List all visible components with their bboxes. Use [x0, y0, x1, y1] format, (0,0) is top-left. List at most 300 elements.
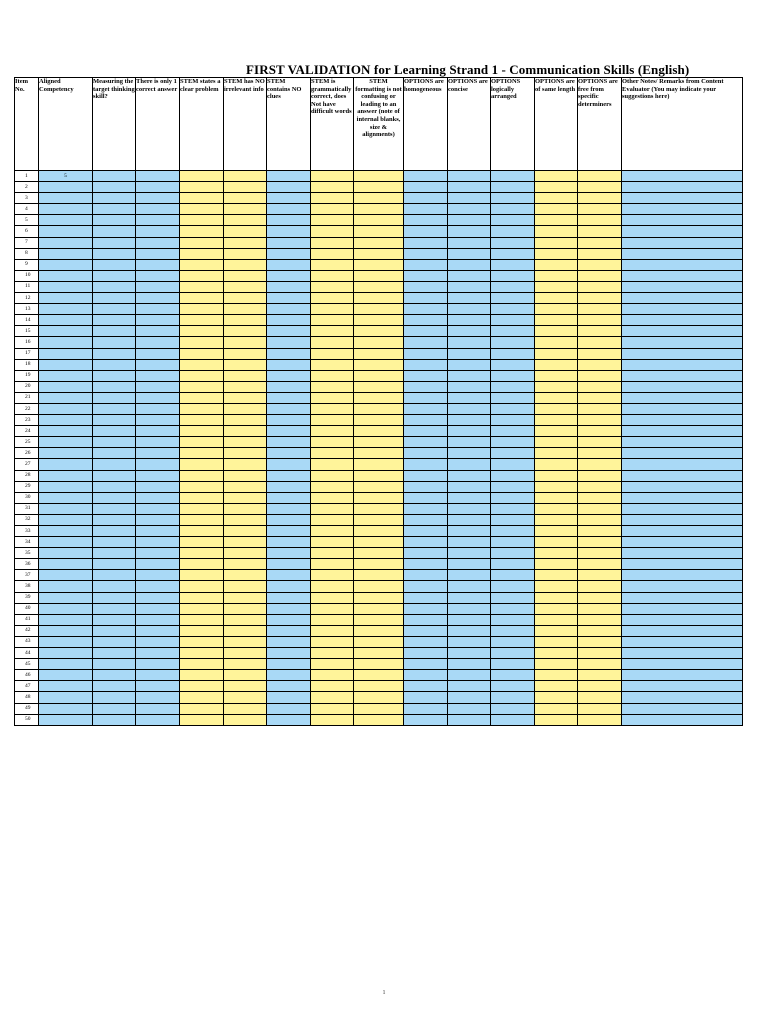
input-cell[interactable]: [354, 670, 404, 681]
input-cell[interactable]: [535, 359, 578, 370]
input-cell[interactable]: [448, 204, 491, 215]
input-cell[interactable]: [224, 337, 267, 348]
input-cell[interactable]: [93, 326, 136, 337]
input-cell[interactable]: [224, 603, 267, 614]
input-cell[interactable]: [354, 259, 404, 270]
input-cell[interactable]: [491, 537, 535, 548]
input-cell[interactable]: [180, 681, 224, 692]
input-cell[interactable]: [311, 592, 354, 603]
input-cell[interactable]: [311, 326, 354, 337]
input-cell[interactable]: [180, 348, 224, 359]
input-cell[interactable]: [311, 670, 354, 681]
input-cell[interactable]: [622, 392, 743, 403]
input-cell[interactable]: [311, 437, 354, 448]
input-cell[interactable]: [311, 315, 354, 326]
input-cell[interactable]: [224, 481, 267, 492]
input-cell[interactable]: [136, 215, 180, 226]
input-cell[interactable]: [311, 370, 354, 381]
input-cell[interactable]: [622, 648, 743, 659]
input-cell[interactable]: [39, 514, 93, 525]
input-cell[interactable]: [93, 293, 136, 304]
input-cell[interactable]: [267, 171, 311, 182]
input-cell[interactable]: [535, 270, 578, 281]
input-cell[interactable]: [180, 259, 224, 270]
input-cell[interactable]: [93, 581, 136, 592]
input-cell[interactable]: [448, 559, 491, 570]
input-cell[interactable]: [39, 681, 93, 692]
input-cell[interactable]: [491, 348, 535, 359]
input-cell[interactable]: [136, 437, 180, 448]
input-cell[interactable]: [404, 415, 448, 426]
input-cell[interactable]: [267, 481, 311, 492]
input-cell[interactable]: [578, 459, 622, 470]
input-cell[interactable]: [404, 215, 448, 226]
input-cell[interactable]: [224, 326, 267, 337]
input-cell[interactable]: [535, 559, 578, 570]
input-cell[interactable]: [404, 714, 448, 725]
input-cell[interactable]: [622, 415, 743, 426]
input-cell[interactable]: [404, 193, 448, 204]
input-cell[interactable]: [93, 182, 136, 193]
input-cell[interactable]: [39, 437, 93, 448]
input-cell[interactable]: [93, 426, 136, 437]
input-cell[interactable]: [622, 503, 743, 514]
input-cell[interactable]: [448, 415, 491, 426]
input-cell[interactable]: [404, 171, 448, 182]
input-cell[interactable]: [535, 603, 578, 614]
input-cell[interactable]: [578, 703, 622, 714]
input-cell[interactable]: [354, 636, 404, 647]
input-cell[interactable]: [224, 392, 267, 403]
input-cell[interactable]: [311, 470, 354, 481]
input-cell[interactable]: [404, 703, 448, 714]
input-cell[interactable]: [267, 281, 311, 292]
input-cell[interactable]: [136, 514, 180, 525]
input-cell[interactable]: [448, 359, 491, 370]
input-cell[interactable]: [136, 326, 180, 337]
input-cell[interactable]: [224, 670, 267, 681]
input-cell[interactable]: [136, 548, 180, 559]
input-cell[interactable]: [448, 237, 491, 248]
input-cell[interactable]: [267, 681, 311, 692]
input-cell[interactable]: [448, 570, 491, 581]
input-cell[interactable]: [311, 448, 354, 459]
input-cell[interactable]: [404, 381, 448, 392]
input-cell[interactable]: [39, 226, 93, 237]
input-cell[interactable]: [267, 459, 311, 470]
input-cell[interactable]: [491, 426, 535, 437]
input-cell[interactable]: [39, 492, 93, 503]
input-cell[interactable]: [622, 437, 743, 448]
input-cell[interactable]: [448, 426, 491, 437]
input-cell[interactable]: [267, 603, 311, 614]
input-cell[interactable]: [354, 392, 404, 403]
input-cell[interactable]: [491, 392, 535, 403]
input-cell[interactable]: [448, 537, 491, 548]
input-cell[interactable]: [404, 503, 448, 514]
input-cell[interactable]: [404, 204, 448, 215]
input-cell[interactable]: [448, 448, 491, 459]
input-cell[interactable]: [491, 193, 535, 204]
input-cell[interactable]: [354, 559, 404, 570]
input-cell[interactable]: [136, 171, 180, 182]
input-cell[interactable]: [39, 403, 93, 414]
input-cell[interactable]: [136, 204, 180, 215]
input-cell[interactable]: [311, 514, 354, 525]
input-cell[interactable]: [311, 270, 354, 281]
input-cell[interactable]: [180, 659, 224, 670]
input-cell[interactable]: [224, 248, 267, 259]
input-cell[interactable]: [311, 581, 354, 592]
input-cell[interactable]: [578, 259, 622, 270]
input-cell[interactable]: [224, 459, 267, 470]
input-cell[interactable]: [267, 348, 311, 359]
input-cell[interactable]: [535, 326, 578, 337]
input-cell[interactable]: [267, 448, 311, 459]
input-cell[interactable]: [136, 370, 180, 381]
input-cell[interactable]: [136, 293, 180, 304]
input-cell[interactable]: [491, 548, 535, 559]
input-cell[interactable]: [180, 226, 224, 237]
input-cell[interactable]: [578, 315, 622, 326]
input-cell[interactable]: [578, 237, 622, 248]
input-cell[interactable]: [354, 481, 404, 492]
input-cell[interactable]: [535, 281, 578, 292]
input-cell[interactable]: [180, 481, 224, 492]
input-cell[interactable]: [622, 248, 743, 259]
input-cell[interactable]: [448, 459, 491, 470]
input-cell[interactable]: [491, 448, 535, 459]
input-cell[interactable]: [535, 459, 578, 470]
input-cell[interactable]: [93, 570, 136, 581]
input-cell[interactable]: [180, 359, 224, 370]
input-cell[interactable]: [180, 648, 224, 659]
input-cell[interactable]: [622, 592, 743, 603]
input-cell[interactable]: [578, 692, 622, 703]
input-cell[interactable]: [535, 448, 578, 459]
input-cell[interactable]: [267, 503, 311, 514]
input-cell[interactable]: [311, 348, 354, 359]
input-cell[interactable]: [535, 348, 578, 359]
input-cell[interactable]: [491, 337, 535, 348]
input-cell[interactable]: [354, 415, 404, 426]
input-cell[interactable]: [404, 293, 448, 304]
input-cell[interactable]: [354, 326, 404, 337]
input-cell[interactable]: [267, 692, 311, 703]
input-cell[interactable]: [93, 670, 136, 681]
input-cell[interactable]: [491, 204, 535, 215]
input-cell[interactable]: [622, 270, 743, 281]
input-cell[interactable]: [267, 326, 311, 337]
input-cell[interactable]: [448, 403, 491, 414]
input-cell[interactable]: [93, 193, 136, 204]
input-cell[interactable]: [39, 459, 93, 470]
input-cell[interactable]: [622, 381, 743, 392]
input-cell[interactable]: [578, 392, 622, 403]
input-cell[interactable]: [448, 614, 491, 625]
input-cell[interactable]: [180, 281, 224, 292]
input-cell[interactable]: [93, 259, 136, 270]
input-cell[interactable]: [354, 659, 404, 670]
input-cell[interactable]: [39, 692, 93, 703]
input-cell[interactable]: [448, 703, 491, 714]
input-cell[interactable]: [136, 692, 180, 703]
input-cell[interactable]: [267, 659, 311, 670]
input-cell[interactable]: [491, 359, 535, 370]
input-cell[interactable]: [180, 459, 224, 470]
input-cell[interactable]: [224, 281, 267, 292]
input-cell[interactable]: [622, 681, 743, 692]
input-cell[interactable]: [93, 692, 136, 703]
input-cell[interactable]: [535, 204, 578, 215]
input-cell[interactable]: [622, 448, 743, 459]
input-cell[interactable]: [39, 237, 93, 248]
input-cell[interactable]: [224, 636, 267, 647]
input-cell[interactable]: [448, 270, 491, 281]
input-cell[interactable]: [39, 259, 93, 270]
input-cell[interactable]: [578, 337, 622, 348]
input-cell[interactable]: [622, 570, 743, 581]
input-cell[interactable]: [136, 659, 180, 670]
input-cell[interactable]: [622, 537, 743, 548]
input-cell[interactable]: [622, 304, 743, 315]
input-cell[interactable]: [622, 259, 743, 270]
input-cell[interactable]: [267, 648, 311, 659]
input-cell[interactable]: [267, 370, 311, 381]
input-cell[interactable]: [267, 293, 311, 304]
input-cell[interactable]: [535, 226, 578, 237]
input-cell[interactable]: [39, 182, 93, 193]
input-cell[interactable]: [578, 481, 622, 492]
input-cell[interactable]: [267, 670, 311, 681]
input-cell[interactable]: [448, 226, 491, 237]
input-cell[interactable]: [491, 215, 535, 226]
input-cell[interactable]: [535, 259, 578, 270]
input-cell[interactable]: [267, 714, 311, 725]
input-cell[interactable]: [448, 603, 491, 614]
input-cell[interactable]: [180, 248, 224, 259]
input-cell[interactable]: [491, 437, 535, 448]
input-cell[interactable]: [311, 648, 354, 659]
input-cell[interactable]: [578, 448, 622, 459]
input-cell[interactable]: [180, 526, 224, 537]
input-cell[interactable]: [136, 481, 180, 492]
input-cell[interactable]: [39, 625, 93, 636]
input-cell[interactable]: [404, 659, 448, 670]
input-cell[interactable]: [93, 625, 136, 636]
input-cell[interactable]: [578, 614, 622, 625]
input-cell[interactable]: [622, 714, 743, 725]
input-cell[interactable]: [39, 648, 93, 659]
input-cell[interactable]: [267, 415, 311, 426]
input-cell[interactable]: [535, 636, 578, 647]
input-cell[interactable]: [354, 426, 404, 437]
input-cell[interactable]: [491, 259, 535, 270]
input-cell[interactable]: [491, 270, 535, 281]
input-cell[interactable]: [180, 182, 224, 193]
input-cell[interactable]: [404, 315, 448, 326]
input-cell[interactable]: [578, 381, 622, 392]
input-cell[interactable]: [311, 304, 354, 315]
input-cell[interactable]: [535, 548, 578, 559]
input-cell[interactable]: [136, 259, 180, 270]
input-cell[interactable]: [354, 293, 404, 304]
input-cell[interactable]: [578, 470, 622, 481]
input-cell[interactable]: [224, 403, 267, 414]
input-cell[interactable]: [622, 293, 743, 304]
input-cell[interactable]: [311, 171, 354, 182]
input-cell[interactable]: [311, 337, 354, 348]
input-cell[interactable]: [404, 370, 448, 381]
input-cell[interactable]: [93, 171, 136, 182]
input-cell[interactable]: [39, 248, 93, 259]
input-cell[interactable]: [39, 670, 93, 681]
input-cell[interactable]: [93, 714, 136, 725]
input-cell[interactable]: [622, 470, 743, 481]
input-cell[interactable]: [578, 193, 622, 204]
input-cell[interactable]: [578, 514, 622, 525]
input-cell[interactable]: [224, 304, 267, 315]
input-cell[interactable]: [448, 248, 491, 259]
input-cell[interactable]: [404, 426, 448, 437]
input-cell[interactable]: [224, 581, 267, 592]
input-cell[interactable]: [93, 614, 136, 625]
input-cell[interactable]: [180, 492, 224, 503]
input-cell[interactable]: [491, 381, 535, 392]
input-cell[interactable]: [224, 293, 267, 304]
input-cell[interactable]: [622, 492, 743, 503]
input-cell[interactable]: [180, 270, 224, 281]
input-cell[interactable]: [622, 692, 743, 703]
input-cell[interactable]: [404, 670, 448, 681]
input-cell[interactable]: [136, 304, 180, 315]
input-cell[interactable]: [535, 182, 578, 193]
input-cell[interactable]: [404, 603, 448, 614]
input-cell[interactable]: [267, 237, 311, 248]
input-cell[interactable]: [491, 503, 535, 514]
input-cell[interactable]: [622, 548, 743, 559]
input-cell[interactable]: [267, 226, 311, 237]
input-cell[interactable]: [267, 581, 311, 592]
input-cell[interactable]: [93, 281, 136, 292]
input-cell[interactable]: [535, 503, 578, 514]
input-cell[interactable]: [136, 281, 180, 292]
input-cell[interactable]: [491, 248, 535, 259]
input-cell[interactable]: [354, 370, 404, 381]
input-cell[interactable]: [93, 681, 136, 692]
input-cell[interactable]: [93, 559, 136, 570]
input-cell[interactable]: [404, 270, 448, 281]
input-cell[interactable]: [180, 592, 224, 603]
input-cell[interactable]: [39, 359, 93, 370]
input-cell[interactable]: [535, 426, 578, 437]
input-cell[interactable]: [535, 392, 578, 403]
input-cell[interactable]: [311, 659, 354, 670]
input-cell[interactable]: [448, 337, 491, 348]
input-cell[interactable]: [622, 670, 743, 681]
input-cell[interactable]: [578, 415, 622, 426]
input-cell[interactable]: [180, 415, 224, 426]
input-cell[interactable]: [180, 337, 224, 348]
input-cell[interactable]: [311, 625, 354, 636]
input-cell[interactable]: [491, 293, 535, 304]
input-cell[interactable]: [404, 648, 448, 659]
input-cell[interactable]: [39, 281, 93, 292]
input-cell[interactable]: [267, 437, 311, 448]
input-cell[interactable]: [535, 703, 578, 714]
input-cell[interactable]: [491, 559, 535, 570]
input-cell[interactable]: [404, 459, 448, 470]
input-cell[interactable]: [404, 625, 448, 636]
input-cell[interactable]: [354, 204, 404, 215]
input-cell[interactable]: [622, 659, 743, 670]
input-cell[interactable]: [224, 537, 267, 548]
input-cell[interactable]: [136, 392, 180, 403]
input-cell[interactable]: [180, 370, 224, 381]
input-cell[interactable]: [535, 714, 578, 725]
input-cell[interactable]: [404, 437, 448, 448]
input-cell[interactable]: [311, 603, 354, 614]
input-cell[interactable]: [180, 381, 224, 392]
input-cell[interactable]: [224, 548, 267, 559]
input-cell[interactable]: [39, 537, 93, 548]
input-cell[interactable]: [491, 326, 535, 337]
input-cell[interactable]: [136, 248, 180, 259]
input-cell[interactable]: [404, 226, 448, 237]
input-cell[interactable]: [535, 659, 578, 670]
input-cell[interactable]: [535, 171, 578, 182]
input-cell[interactable]: [136, 648, 180, 659]
input-cell[interactable]: [311, 459, 354, 470]
input-cell[interactable]: [448, 348, 491, 359]
input-cell[interactable]: [180, 237, 224, 248]
input-cell[interactable]: [93, 526, 136, 537]
input-cell[interactable]: [535, 403, 578, 414]
input-cell[interactable]: [136, 193, 180, 204]
input-cell[interactable]: [93, 503, 136, 514]
input-cell[interactable]: [224, 215, 267, 226]
input-cell[interactable]: [448, 215, 491, 226]
input-cell[interactable]: [448, 581, 491, 592]
input-cell[interactable]: [535, 581, 578, 592]
input-cell[interactable]: [622, 559, 743, 570]
input-cell[interactable]: [224, 592, 267, 603]
input-cell[interactable]: [535, 381, 578, 392]
input-cell[interactable]: [311, 703, 354, 714]
input-cell[interactable]: [354, 193, 404, 204]
input-cell[interactable]: [535, 215, 578, 226]
input-cell[interactable]: [404, 636, 448, 647]
input-cell[interactable]: [404, 248, 448, 259]
input-cell[interactable]: [622, 337, 743, 348]
input-cell[interactable]: [535, 625, 578, 636]
input-cell[interactable]: [136, 470, 180, 481]
input-cell[interactable]: [224, 526, 267, 537]
input-cell[interactable]: [180, 437, 224, 448]
input-cell[interactable]: [354, 503, 404, 514]
input-cell[interactable]: [578, 492, 622, 503]
input-cell[interactable]: [39, 326, 93, 337]
input-cell[interactable]: [224, 614, 267, 625]
input-cell[interactable]: [311, 281, 354, 292]
input-cell[interactable]: [224, 648, 267, 659]
input-cell[interactable]: [448, 293, 491, 304]
input-cell[interactable]: [491, 625, 535, 636]
input-cell[interactable]: [491, 648, 535, 659]
input-cell[interactable]: [93, 215, 136, 226]
input-cell[interactable]: [136, 448, 180, 459]
input-cell[interactable]: [578, 370, 622, 381]
